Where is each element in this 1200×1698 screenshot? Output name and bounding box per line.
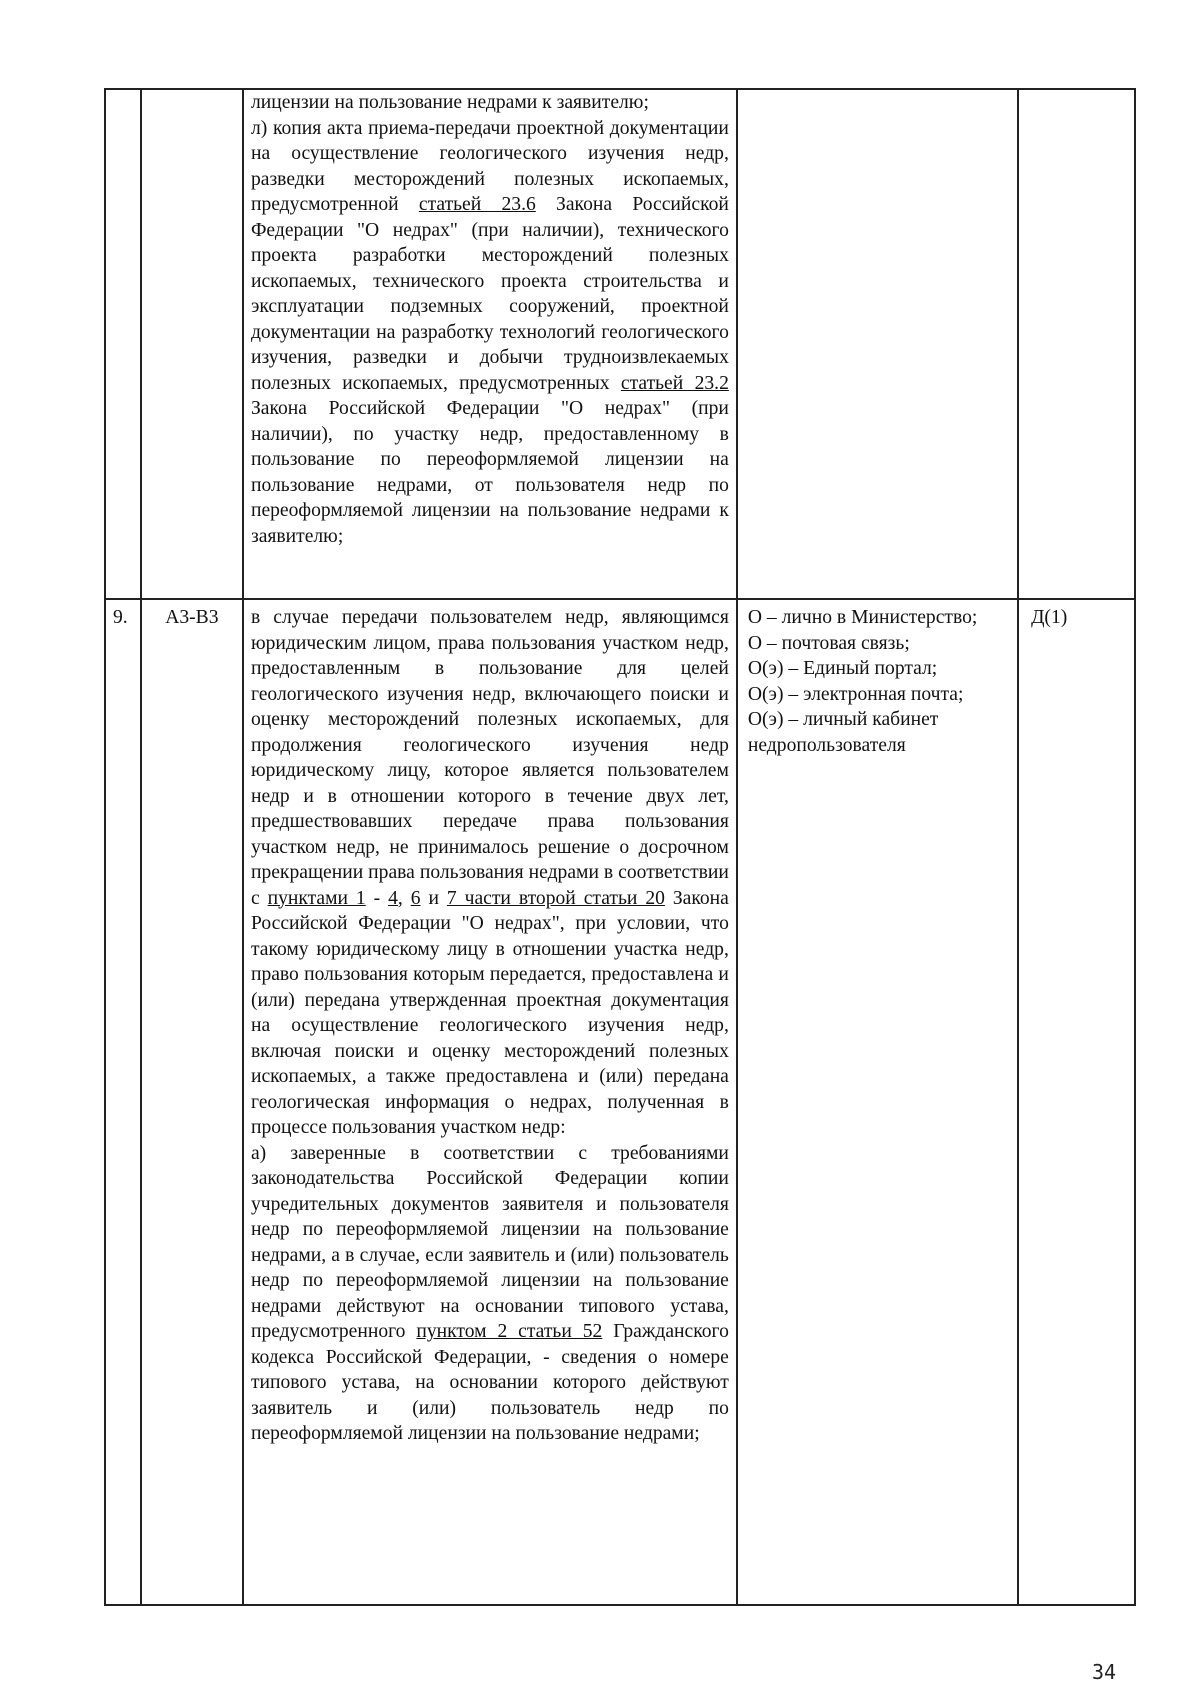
law-reference-link[interactable]: пунктами 1 <box>267 887 366 909</box>
method-line: О – лично в Министерство; <box>747 607 978 628</box>
row-code-cell <box>141 599 243 1605</box>
row-text-cell <box>243 89 737 599</box>
table-row-continuation <box>105 89 1135 599</box>
method-line: О(э) – электронная почта; <box>747 683 964 705</box>
law-reference-link[interactable]: 6 <box>410 887 421 909</box>
row-number-cell <box>105 89 141 599</box>
row-text-cell <box>243 599 737 1605</box>
row-code: А3-В3 <box>165 607 219 628</box>
row-result: Д(1) <box>1031 607 1068 628</box>
row-result-cell <box>1018 89 1135 599</box>
row-result-cell <box>1018 599 1135 1605</box>
row-method-cell <box>737 599 1018 1605</box>
text-segment: Закона Российской Федерации "О недрах" (при наличии), технического проекта разработки месторождений полезных ископаемых, технического проекта строительства и эксплуатации подземных сооружений, проектной документации на разработку технологий геологического изучения, разведки и добычи трудноизвлекаемых полезных ископаемых, предусмотренных <box>250 194 729 394</box>
text-segment: Закона Российской Федерации "О недрах", при условии, что такому юридическому лицу в отношении участка недр, право пользования которым передается, предоставлена и (или) передана утвержденная проектная документация на осуществление геологического изучения недр, включая поиски и оценку месторождений полезных ископаемых, а также предоставлена и (или) передана геологическая информация о недрах, полученная в процессе пользования участком недр: <box>250 887 729 1138</box>
row-method-cell <box>737 89 1018 599</box>
text-segment: и <box>420 887 447 909</box>
text-paragraph <box>251 90 729 116</box>
row-number: 9. <box>113 607 128 628</box>
law-reference-link[interactable]: пунктом 2 статьи 52 <box>416 1321 603 1342</box>
method-line: О – почтовая связь; <box>747 632 910 654</box>
text-segment: лицензии на пользование недрами к заявителю; <box>250 92 649 113</box>
text-segment: Закона Российской Федерации "О недрах" (при наличии), по участку недр, предоставленному в пользование по переоформляемой лицензии на пользование недрами, от пользователя недр по переоформляемой лицензии на пользование недрами к заявителю; <box>250 398 729 547</box>
text-paragraph-l <box>251 116 729 550</box>
method-line: О(э) – Единый портал; <box>747 658 938 679</box>
text-segment: , <box>397 887 411 909</box>
text-segment: а) заверенные в соответствии с требованиями законодательства Российской Федерации копии учредительных документов заявителя и пользователя недр по переоформляемой лицензии на пользование недрами, а в случае, если заявитель и (или) пользователь недр по переоформляемой лицензии на пользование недрами действуют на основании типового устава, предусмотренного <box>250 1142 729 1342</box>
page-number: 34 <box>1092 1660 1117 1684</box>
text-paragraph-a <box>251 1141 729 1447</box>
method-line: О(э) – личный кабинет недропользователя <box>747 709 939 756</box>
law-reference-link[interactable]: 7 части второй статьи 20 <box>446 887 665 909</box>
document-table <box>104 88 1136 1606</box>
text-segment: Гражданского кодекса Российской Федерации, - сведения о номере типового устава, на основании которого действуют заявитель и (или) пользователь недр по переоформляемой лицензии на пользование недрами; <box>250 1321 729 1444</box>
law-reference-link[interactable]: статьей 23.6 <box>418 194 536 215</box>
law-reference-link[interactable]: статьей 23.2 <box>620 372 729 394</box>
text-paragraph-intro <box>251 600 729 1141</box>
text-segment: - <box>365 887 389 909</box>
row-number-cell <box>105 599 141 1605</box>
law-reference-link[interactable]: 4 <box>388 887 398 909</box>
text-segment: в случае передачи пользователем недр, являющимся юридическим лицом, права пользования участком недр, предоставленным в пользование для целей геологического изучения недр, включающего поиски и оценку месторождений полезных ископаемых, для продолжения геологического изучения недр юридическому лицу, которое является пользователем недр и в отношении которого в течение двух лет, предшествовавших передаче права пользования участком недр, не принималось решение о досрочном прекращении права пользования недрами в соответствии с <box>250 607 729 909</box>
table-row-9 <box>105 599 1135 1605</box>
row-code-cell <box>141 89 243 599</box>
text-segment: л) копия акта приема-передачи проектной документации на осуществление геологического изучения недр, разведки месторождений полезных ископаемых, предусмотренной <box>250 117 729 215</box>
